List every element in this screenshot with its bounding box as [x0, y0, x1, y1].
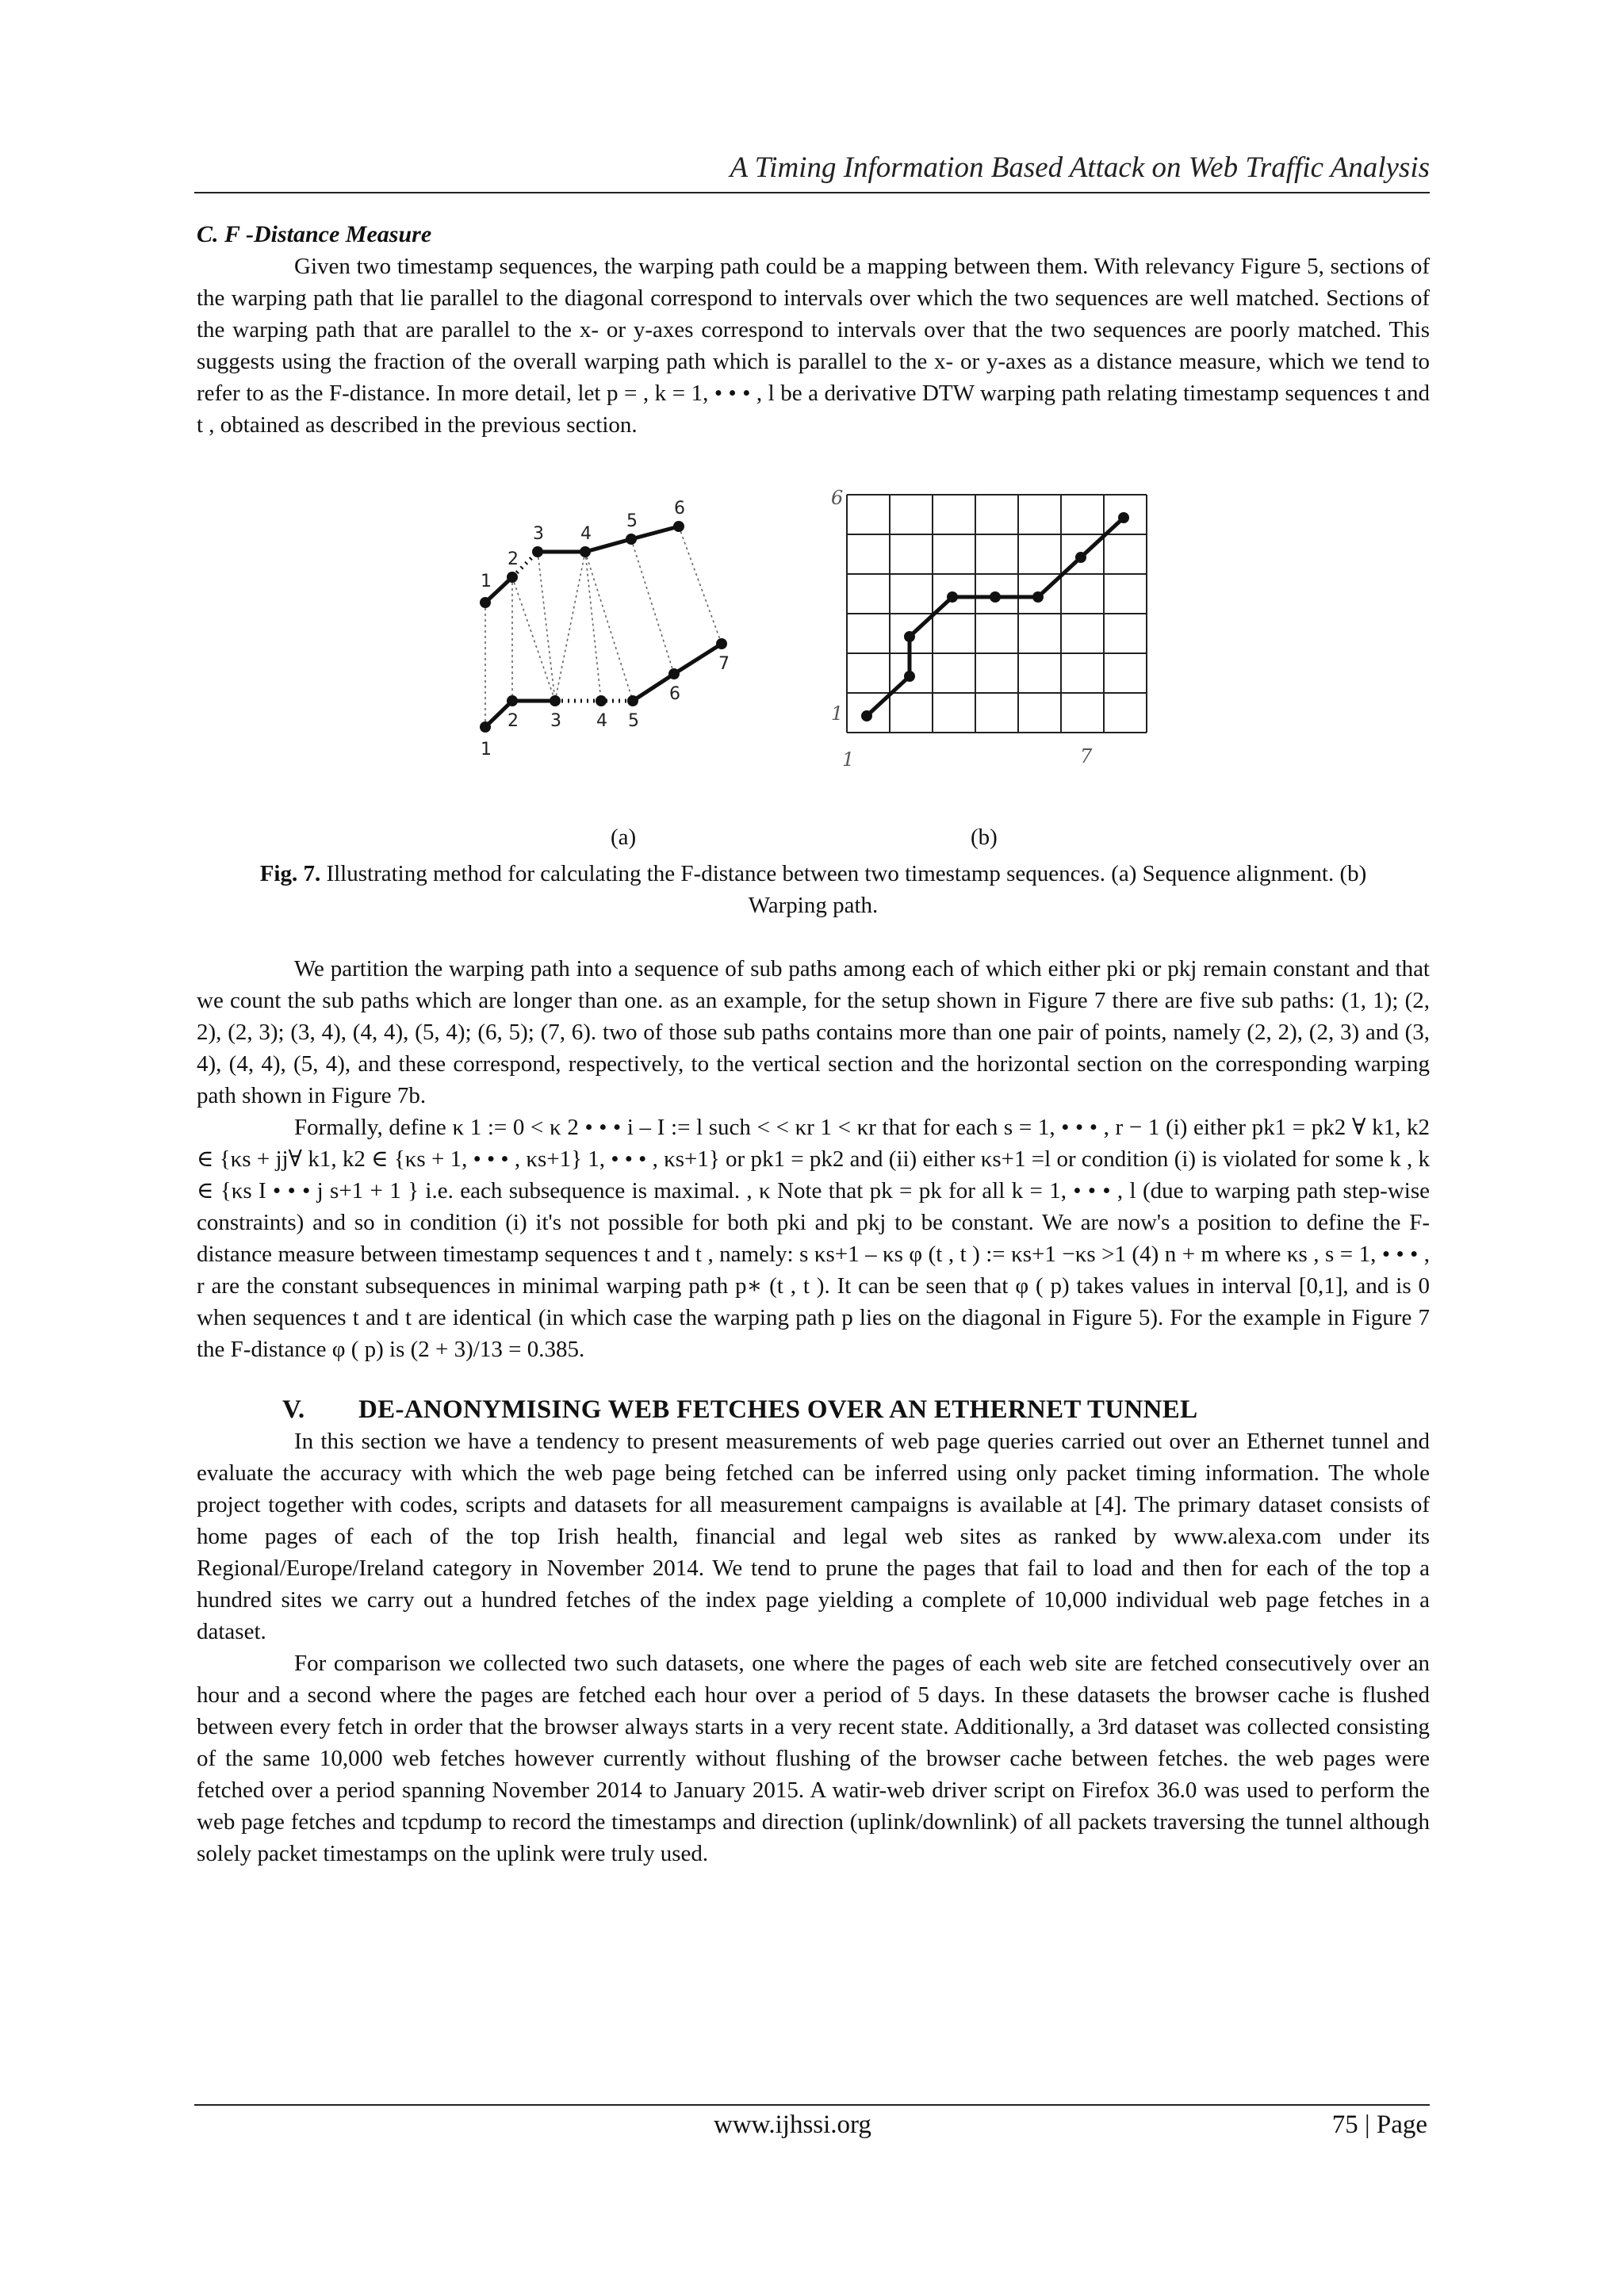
x-axis-left-label: 1: [842, 748, 855, 771]
paragraph: We partition the warping path into a sequence of sub paths among each of which either pki or pkj remain constant and that we count the sub paths which are longer than one. as an example, for the setup shown in Figure 7 there are five sub paths: (1, 1); (2, 2), (2, 3); (3, 4), (4, 4), (5, 4); (6, 5); (7, 6). two of those sub paths contains more than one pair of points, namely (2, 2), (2, 3) and (3, 4), (4, 4), (5, 4), and these correspond, respectively, to the vertical section and the horizontal section on the corresponding warping path shown in Figure 7b.: [197, 956, 1430, 1108]
warping-path-point: [904, 631, 915, 642]
warping-path-point: [947, 591, 958, 603]
bottom-point: [716, 638, 727, 649]
alignment-line: [585, 552, 601, 701]
figure-caption-label: Fig. 7.: [259, 861, 321, 886]
footer-page-number: 75 | Page: [1331, 2110, 1427, 2139]
alignment-line: [512, 577, 555, 701]
top-point: [673, 521, 684, 532]
alignment-line: [555, 552, 585, 701]
warping-path-point: [1075, 552, 1086, 563]
top-point: [507, 572, 518, 583]
top-point: [532, 546, 543, 557]
warping-path-point: [861, 710, 872, 721]
bottom-label: 4: [596, 711, 607, 731]
y-axis-bottom-label: 1: [831, 702, 844, 725]
y-axis-top-label: 6: [831, 487, 844, 509]
top-point: [626, 534, 637, 545]
paragraph: For comparison we collected two such datasets, one where the pages of each web site are fetched consecutively over an hour and a second where the pages are fetched each hour over a period of 5 days. In these datasets the browser cache is flushed between every fetch in order that the browser always starts in a very recent state. Additionally, a 3rd dataset was collected consisting of the same 10,000 web fetches however currently without flushing of the browser cache between fetches. the web pages were fetched over a period spanning November 2014 to January 2015. A watir-web driver script on Firefox 36.0 was used to perform the web page fetches and tcpdump to record the timestamps and direction (uplink/downlink) of all packets traversing the tunnel although solely packet timestamps on the uplink were truly used.: [197, 1651, 1430, 1866]
section-title: DE-ANONYMISING WEB FETCHES OVER AN ETHERNET TUNNEL: [358, 1395, 1198, 1424]
top-point: [580, 546, 591, 557]
sequence-alignment-diagram: [466, 485, 799, 802]
bottom-label: 7: [718, 654, 730, 674]
bottom-label: 5: [628, 711, 639, 731]
x-axis-right-label: 7: [1080, 745, 1093, 767]
footer-rule: [194, 2104, 1430, 2106]
figure-caption-text: Illustrating method for calculating the F-distance between two timestamp sequences. (a) Sequence alignment. (b) Warping path.: [320, 861, 1367, 918]
page-content: [197, 219, 1430, 1869]
alignment-line: [679, 526, 722, 644]
bottom-label: 1: [481, 740, 492, 760]
paragraph: Given two timestamp sequences, the warping path could be a mapping between them. With relevancy Figure 5, sections of the warping path that lie parallel to the diagonal correspond to intervals over which the two sequences are well matched. Sections of the warping path that are parallel to the x- or y-axes correspond to intervals over that the two sequences are poorly matched. This suggests using the fraction of the overall warping path which is parallel to the x- or y-axes as a distance measure, which we tend to refer to as the F-distance. In more detail, let p = , k = 1, • • • , l be a derivative DTW warping path relating timestamp sequences t and t , obtained as described in the previous section.: [197, 254, 1430, 438]
top-label: 4: [580, 524, 592, 544]
warping-grid: [847, 495, 1147, 733]
paragraph: In this section we have a tendency to present measurements of web page queries carried out over an Ethernet tunnel and evaluate the accuracy with which the web page being fetched can be inferred using only packet timing information. The whole project together with codes, scripts and datasets for all measurement campaigns is available at [4]. The primary dataset consists of home pages of each of the top Irish health, financial and legal web sites as ranked by www.alexa.com under its Regional/Europe/Ireland category in November 2014. We tend to prune the pages that fail to load and then for each of the top a hundred sites we carry out a hundred fetches of the index page yielding a complete of 10,000 individual web page fetches in a dataset.: [197, 1429, 1430, 1644]
subfigure-label-b: (b): [971, 825, 998, 850]
subfigure-label-a: (a): [611, 825, 637, 850]
top-sequence-line: [538, 526, 679, 552]
warping-path-points: [861, 512, 1129, 721]
top-label: 2: [508, 549, 519, 569]
bottom-label: 6: [669, 684, 680, 704]
running-header: A Timing Information Based Attack on Web Traffic Analysis: [730, 151, 1430, 184]
warping-path-point: [1032, 591, 1044, 603]
top-label: 3: [533, 524, 544, 544]
section-number: V.: [282, 1395, 305, 1424]
figure-7: [197, 485, 1430, 858]
section-heading-c: C. F -Distance Measure: [197, 221, 432, 247]
warping-path-diagram: [815, 485, 1354, 802]
bottom-point: [507, 695, 518, 706]
top-label: 6: [674, 499, 685, 519]
bottom-label: 3: [550, 711, 561, 731]
footer-url: www.ijhssi.org: [714, 2110, 871, 2139]
warping-path-line: [867, 518, 1124, 716]
bottom-point: [596, 695, 607, 706]
figure-caption: [197, 858, 1430, 921]
paragraph: Formally, define κ 1 := 0 < κ 2 • • • i – I := l such < < κr 1 < κr that for each s = 1, • • • , r − 1 (i) either pk1 = pk2 ∀ k1, k2 ∈ {κs + jj∀ k1, k2 ∈ {κs + 1, • • • , κs+1} 1, • • • , κs+1} or pk1 = pk2 and (ii) either κs+1 =l or condition (i) is violated for some k , k ∈ {κs I • • • j s+1 + 1 } i.e. each subsequence is maximal. , κ Note that pk = pk for all k = 1, • • • , l (due to warping path step-wise constraints) and so in condition (i) it's not possible for both pki and pkj to be constant. We are now's a position to define the F-distance measure between timestamp sequences t and t , namely: s κs+1 – κs φ (t , t ) := κs+1 −κs >1 (4) n + m where κs , s = 1, • • • , r are the constant subsequences in minimal warping path p∗ (t , t ). It can be seen that φ ( p) takes values in interval [0,1], and is 0 when sequences t and t are identical (in which case the warping path p lies on the diagonal in Figure 5). For the example in Figure 7 the F-distance φ ( p) is (2 + 3)/13 = 0.385.: [197, 1115, 1430, 1362]
section-heading-v: [282, 1394, 1430, 1425]
header-rule: [194, 192, 1430, 193]
alignment-line: [538, 552, 555, 701]
warping-path-point: [1118, 512, 1129, 523]
warping-path-point: [904, 671, 915, 682]
bottom-label: 2: [508, 711, 519, 731]
warping-path-point: [990, 591, 1001, 603]
bottom-point: [550, 695, 561, 706]
bottom-point: [668, 668, 680, 679]
top-label: 1: [481, 572, 492, 591]
top-point: [480, 597, 491, 608]
bottom-point: [480, 721, 491, 733]
alignment-line: [631, 539, 674, 674]
top-label: 5: [626, 511, 638, 531]
bottom-sequence-line: [485, 701, 555, 727]
bottom-point: [627, 695, 638, 706]
alignment-line: [585, 552, 633, 701]
